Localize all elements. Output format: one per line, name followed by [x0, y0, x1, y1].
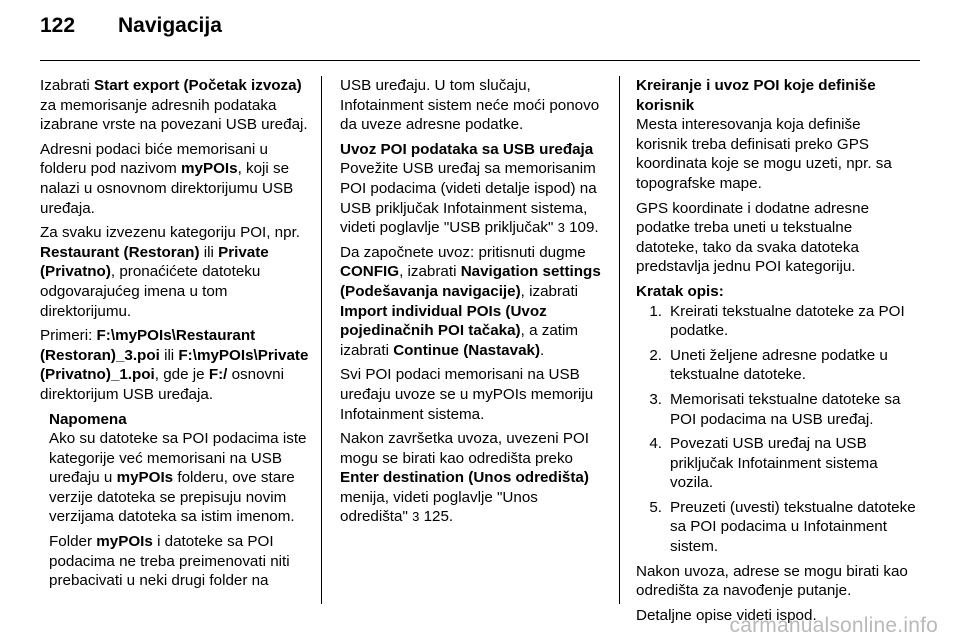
note-title: Napomena: [49, 410, 127, 428]
paragraph: Za svaku izvezenu kategoriju POI, npr. Restaurant (Restoran) ili Private (Privatno), pronaćićete datoteku odgovarajućeg imena u tom direktorijumu.: [40, 224, 301, 320]
paragraph: Izabrati Start export (Početak izvoza) za memorisanje adresnih podataka izabrane vrste na povezani USB uređaj.: [40, 77, 308, 134]
column-3: [636, 76, 916, 630]
page-header: [40, 14, 222, 50]
page-number: 122: [40, 14, 76, 37]
section-heading: Kreiranje i uvoz POI koje definiše korisnik: [636, 77, 876, 114]
header-rule: [40, 60, 920, 61]
paragraph: Da započnete uvoz: pritisnuti dugme CONFIG, izabrati Navigation settings (Podešavanja navigacije), izabrati Import individual POIs (Uvoz pojedinačnih POI tačaka), a zatim izabrati Continue (Nastavak).: [340, 243, 601, 359]
page-ref-arrow-icon: 3: [412, 509, 420, 525]
summary-title: Kratak opis:: [636, 282, 724, 300]
paragraph: Mesta interesovanja koja definiše korisnik treba definisati preko GPS koordinata koje se mogu uzeti, npr. sa topografske mape.: [636, 116, 892, 192]
paragraph: Povežite USB uređaj sa memorisanim POI podacima (videti detalje ispod) na USB priključak Infotainment sistema, videti poglavlje "USB priključak" 3 109.: [340, 160, 599, 237]
page-ref-arrow-icon: 3: [557, 220, 565, 236]
paragraph: Svi POI podaci memorisani na USB uređaju uvoze se u myPOIs memoriju Infotainment sistema.: [340, 366, 594, 423]
note-paragraph: Ako su datoteke sa POI podacima iste kategorije već memorisani na USB uređaju u myPOIs folderu, ove stare verzije datoteka se prepisuju novim verzijama datoteka sa istim imenom.: [49, 430, 307, 526]
list-item: 2. Uneti željene adresne podatke u tekstualne datoteke.: [649, 346, 888, 384]
paragraph: Nakon uvoza, adrese se mogu birati kao odredišta za navođenje putanje.: [636, 562, 908, 600]
list-item: 5. Preuzeti (uvesti) tekstualne datoteke sa POI podacima u Infotainment sistem.: [649, 498, 916, 556]
column-divider: [619, 76, 620, 604]
paragraph: GPS koordinate i dodatne adresne podatke treba uneti u tekstualne datoteke, tako da svaka datoteka predstavlja jednu POI kategoriju.: [636, 199, 870, 276]
paragraph: Primeri: F:\myPOIs\Restaurant (Restoran)_3.poi ili F:\myPOIs\Private (Privatno)_1.poi, gde je F:/ osnovni direktorijum USB uređaja.: [40, 327, 309, 403]
list-item: 1. Kreirati tekstualne datoteke za POI podatke.: [649, 302, 905, 340]
paragraph: Adresni podaci biće memorisani u folderu pod nazivom myPOIs, koji se nalazi u osnovnom direktorijumu USB uređaja.: [40, 140, 294, 217]
section-title: Navigacija: [118, 14, 222, 37]
column-divider: [321, 76, 322, 604]
paragraph: Detaljne opise videti ispod.: [636, 606, 817, 624]
steps-list: [636, 302, 916, 557]
note-box: [49, 410, 310, 591]
watermark: carmanualsonline.info: [729, 614, 938, 637]
list-item: 3. Memorisati tekstualne datoteke sa POI podacima na USB uređaj.: [649, 390, 901, 428]
note-paragraph: Folder myPOIs i datoteke sa POI podacima ne treba preimenovati niti prebacivati u neki drugi folder na: [49, 533, 290, 590]
column-1: [40, 76, 310, 596]
paragraph: Nakon završetka uvoza, uvezeni POI mogu se birati kao odredišta preko Enter destination (Unos odredišta) menija, videti poglavlje "Unos odredišta" 3 125.: [340, 430, 590, 526]
paragraph: USB uređaju. U tom slučaju, Infotainment sistem neće moći ponovo da uveze adresne podatke.: [340, 77, 600, 134]
column-2: [340, 76, 606, 532]
section-heading: Uvoz POI podataka sa USB uređaja: [340, 140, 594, 158]
list-item: 4. Povezati USB uređaj na USB priključak Infotainment sistema vozila.: [649, 435, 878, 492]
